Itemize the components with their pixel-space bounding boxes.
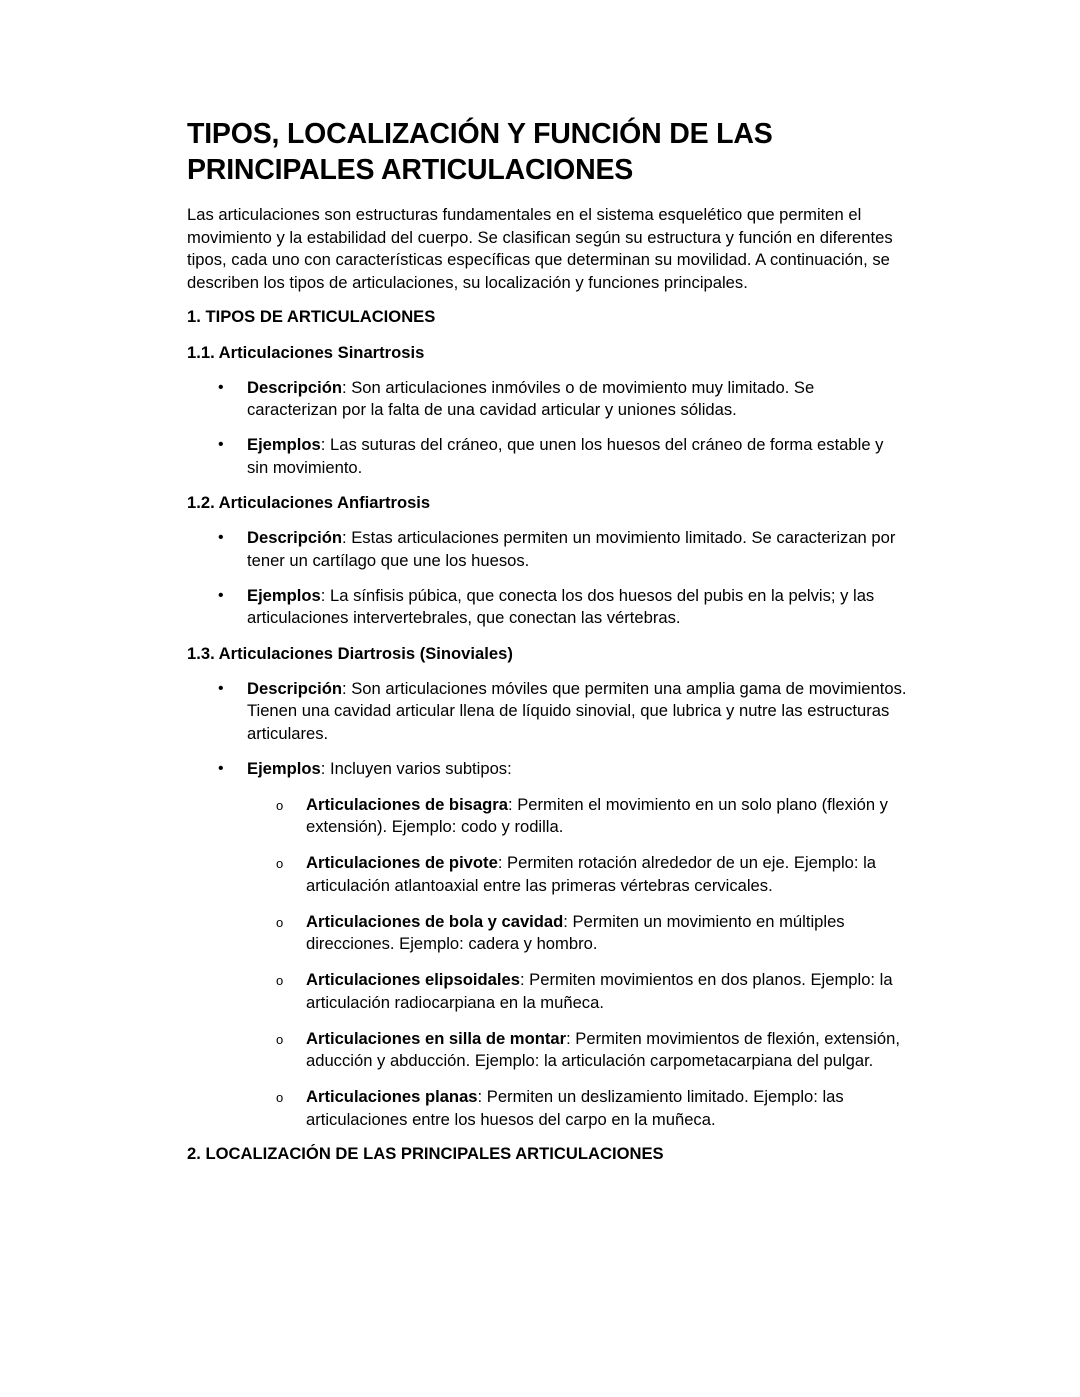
subtype-text: : Permiten un movimiento en múltiples direcciones. Ejemplo: cadera y hombro.: [306, 911, 845, 953]
section-2-heading: 2. LOCALIZACIÓN DE LAS PRINCIPALES ARTICULACIONES: [187, 1144, 664, 1163]
list-item: [187, 678, 907, 746]
item-label: Descripción: [247, 678, 342, 698]
diartrosis-list: [187, 678, 907, 781]
list-item: [187, 434, 907, 479]
title-line-2: PRINCIPALES ARTICULACIONES: [187, 154, 634, 186]
circle-bullet-icon: o: [276, 914, 284, 930]
subtype-label: Articulaciones planas: [306, 1087, 478, 1106]
subtype-item: [187, 1086, 907, 1131]
list-item: [187, 585, 907, 630]
circle-bullet-icon: o: [276, 973, 284, 988]
item-label: Descripción: [247, 528, 342, 547]
subtype-item: [187, 911, 907, 956]
subtype-label: Articulaciones de pivote: [306, 853, 498, 872]
subtype-item: [187, 969, 907, 1014]
diartrosis-heading: 1.3. Articulaciones Diartrosis (Sinoviales): [187, 643, 513, 663]
item-text: : Son articulaciones inmóviles o de movimiento muy limitado. Se caracterizan por la falta de una cavidad articular y uniones sólidas.: [247, 377, 815, 419]
bullet-icon: •: [218, 436, 224, 453]
circle-bullet-icon: o: [276, 1031, 284, 1047]
item-text: : Las suturas del cráneo, que unen los huesos del cráneo de forma estable y sin movimiento.: [247, 435, 884, 477]
subtype-label: Articulaciones de bola y cavidad: [306, 911, 564, 931]
list-item: [187, 527, 907, 572]
item-label: Ejemplos: [247, 758, 321, 778]
anfiartrosis-list: [187, 527, 907, 630]
bullet-icon: •: [218, 586, 224, 604]
item-label: Descripción: [247, 377, 342, 397]
anfiartrosis-heading: 1.2. Articulaciones Anfiartrosis: [187, 493, 431, 512]
sinartrosis-list: [187, 377, 907, 480]
item-text: : Incluyen varios subtipos:: [320, 758, 512, 778]
item-label: Ejemplos: [247, 435, 321, 454]
item-text: : La sínfisis púbica, que conecta los dos huesos del pubis en la pelvis; y las articulaciones intervertebrales, que conectan las vértebras.: [247, 585, 875, 627]
subtype-text: : Permiten movimientos de flexión, extensión, aducción y abducción. Ejemplo: la articulación carpometacarpiana del pulgar.: [306, 1028, 900, 1070]
intro-paragraph: Las articulaciones son estructuras fundamentales en el sistema esquelético que permiten el movimiento y la estabilidad del cuerpo. Se clasifican según su estructura y función en diferentes tipos, cada uno con características específicas que determinan su movilidad. A continuación, se describen los tipos de articulaciones, su localización y funciones principales.: [187, 205, 893, 292]
document-title: [187, 116, 907, 188]
subtype-label: Articulaciones en silla de montar: [306, 1028, 567, 1048]
subtype-text: : Permiten movimientos en dos planos. Ejemplo: la articulación radiocarpiana en la muñeca.: [306, 970, 893, 1012]
item-label: Ejemplos: [247, 585, 321, 605]
circle-bullet-icon: o: [276, 797, 284, 813]
subtype-text: : Permiten rotación alrededor de un eje. Ejemplo: la articulación atlantoaxial entre las primeras vértebras cervicales.: [306, 853, 876, 895]
list-item: [187, 377, 907, 422]
section-1-heading: 1. TIPOS DE ARTICULACIONES: [187, 307, 436, 326]
subtype-label: Articulaciones elipsoidales: [306, 970, 520, 989]
document-page: [187, 116, 907, 1166]
bullet-icon: •: [218, 378, 224, 396]
subtype-text: : Permiten el movimiento en un solo plano (flexión y extensión). Ejemplo: codo y rodilla.: [306, 794, 888, 836]
title-line-1: TIPOS, LOCALIZACIÓN Y FUNCIÓN DE LAS: [187, 118, 773, 150]
list-item: [187, 758, 907, 781]
bullet-icon: •: [218, 759, 224, 777]
diartrosis-subtypes-list: [187, 794, 907, 1132]
bullet-icon: •: [218, 529, 224, 546]
subtype-item: [187, 852, 907, 897]
subtype-item: [187, 794, 907, 839]
subtype-label: Articulaciones de bisagra: [306, 794, 508, 814]
item-text: : Estas articulaciones permiten un movimiento limitado. Se caracterizan por tener un cartílago que une los huesos.: [247, 528, 896, 570]
circle-bullet-icon: o: [276, 1090, 284, 1105]
subtype-text: : Permiten un deslizamiento limitado. Ejemplo: las articulaciones entre los huesos del carpo en la muñeca.: [306, 1087, 844, 1129]
item-text: : Son articulaciones móviles que permiten una amplia gama de movimientos. Tienen una cavidad articular llena de líquido sinovial, que lubrica y nutre las estructuras articulares.: [247, 678, 907, 743]
circle-bullet-icon: o: [276, 856, 284, 871]
subtype-item: [187, 1028, 907, 1073]
sinartrosis-heading: 1.1. Articulaciones Sinartrosis: [187, 342, 425, 362]
bullet-icon: •: [218, 679, 224, 697]
